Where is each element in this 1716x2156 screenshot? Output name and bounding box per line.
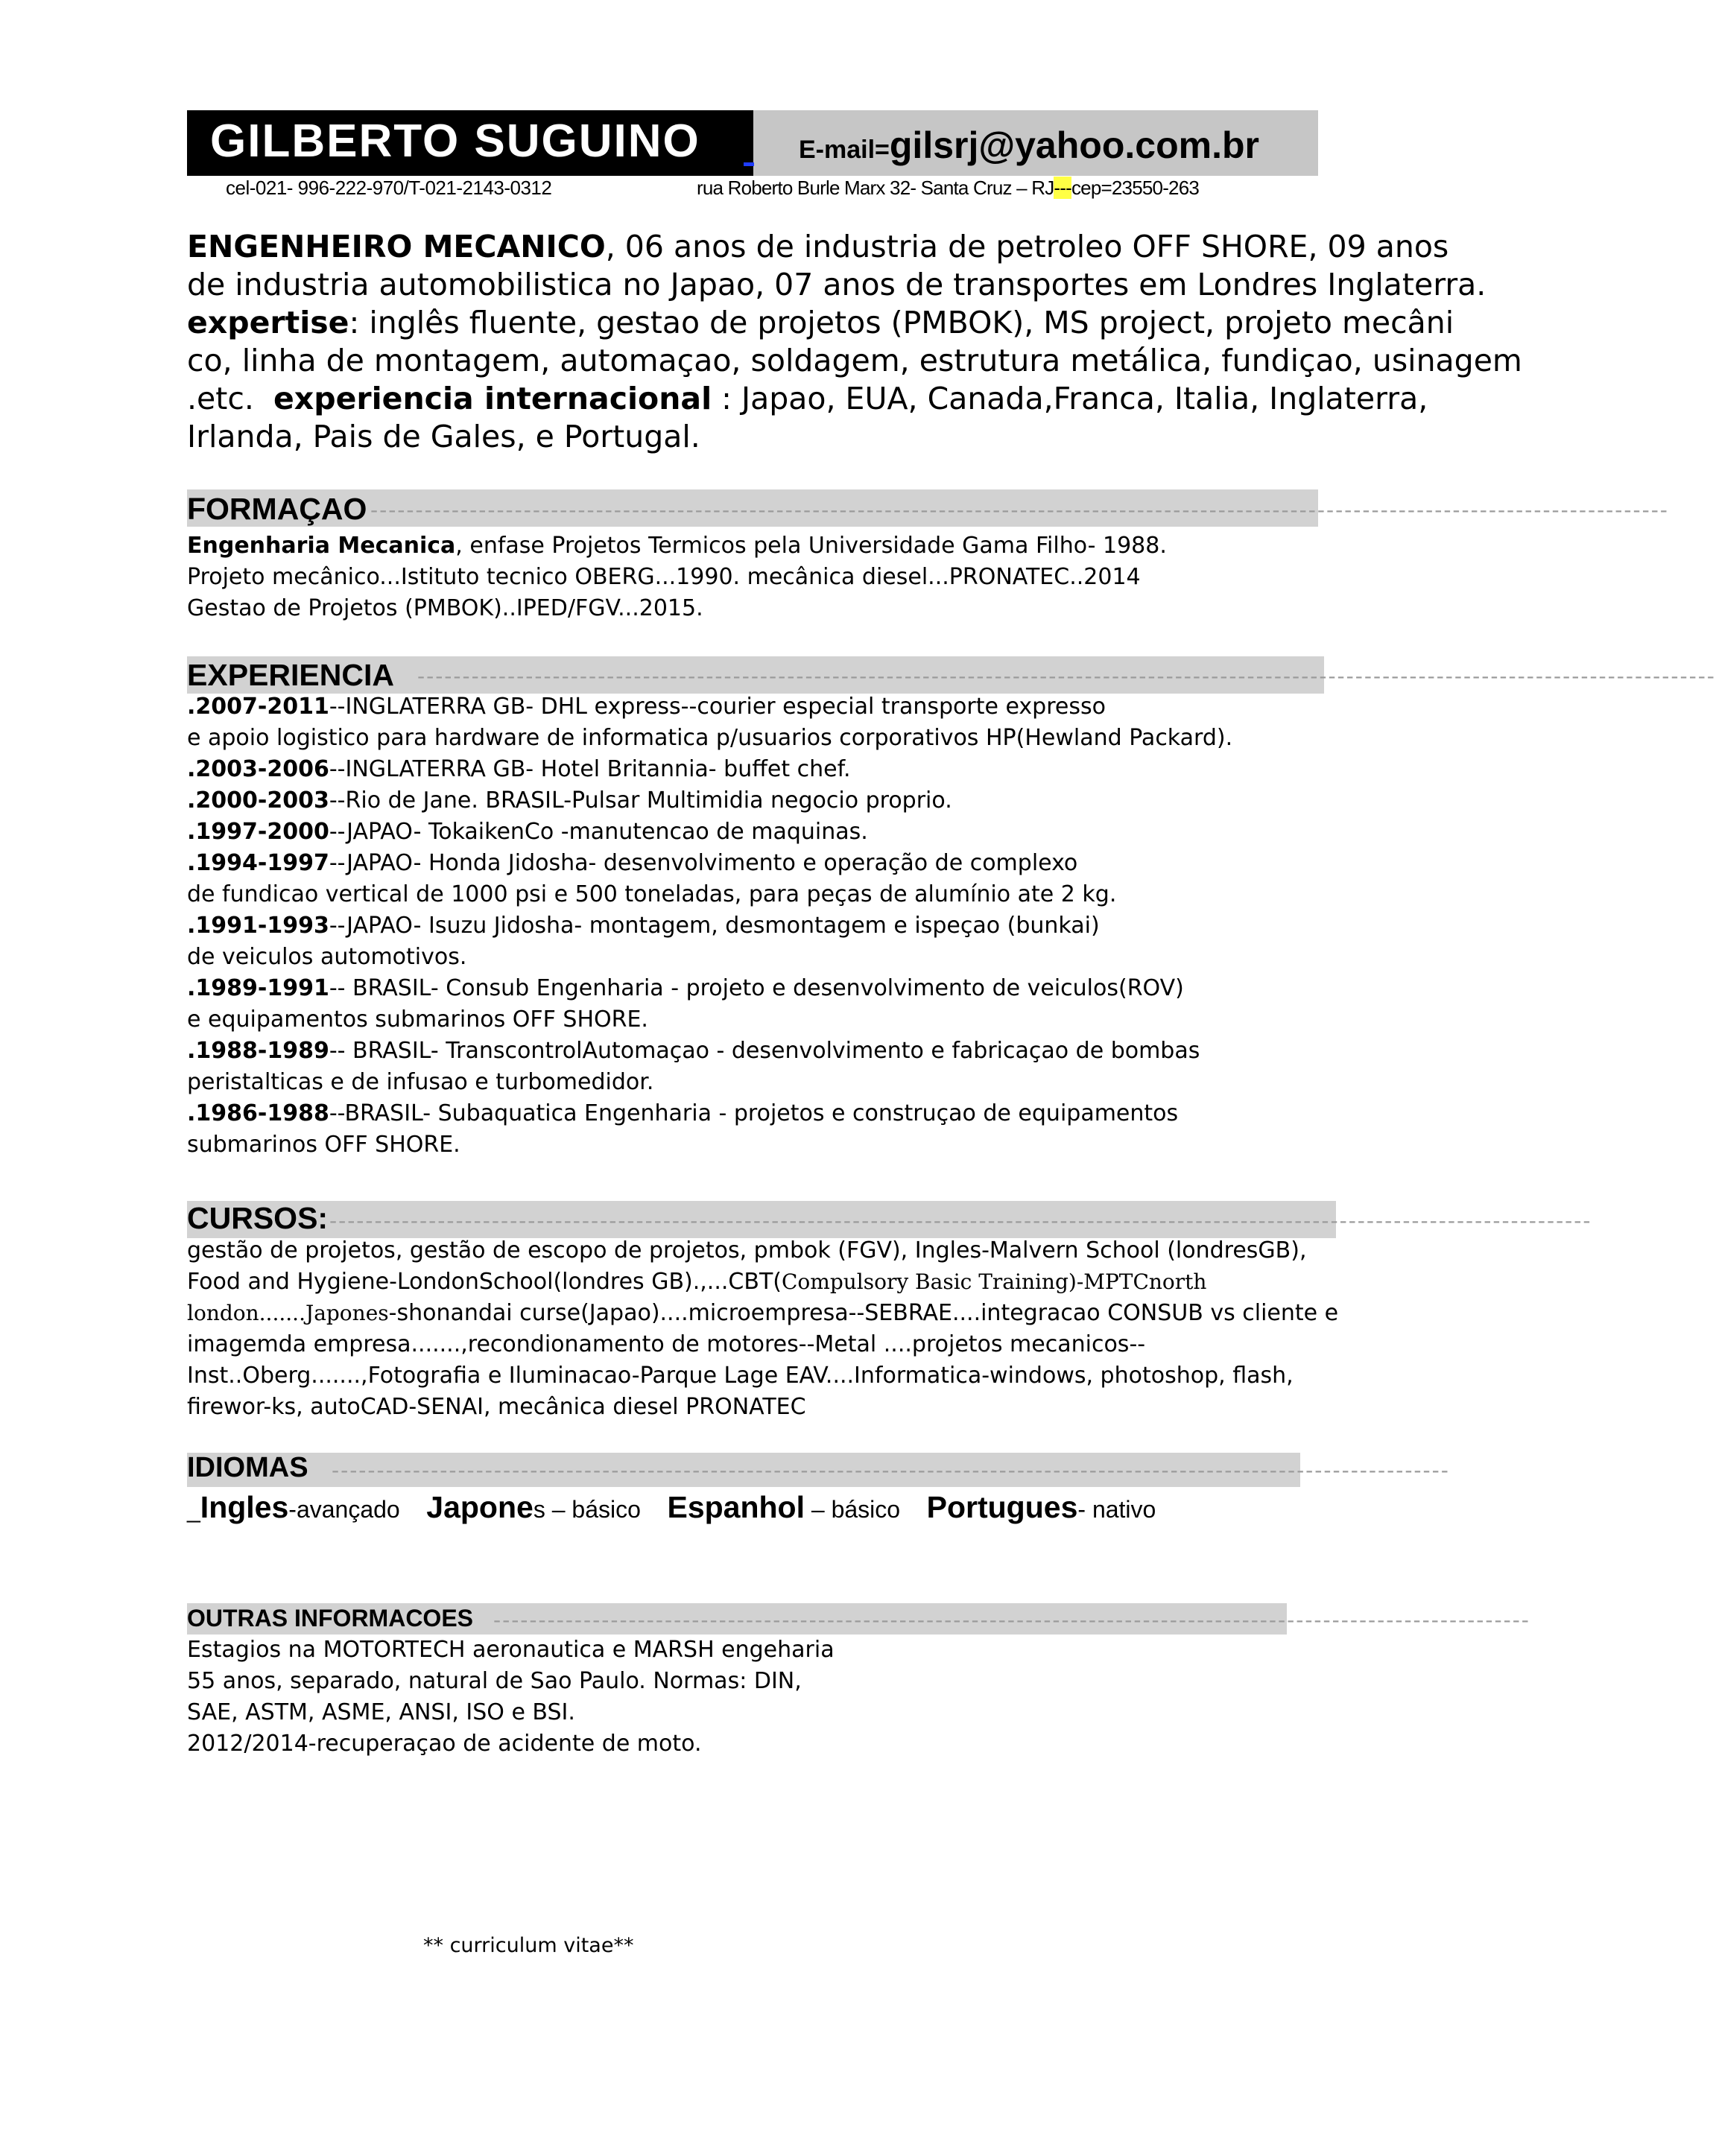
- outras-dashes: -------------------------------------------------------------------------------------------------------------------: [493, 1608, 1530, 1632]
- degree-title: Engenharia Mecanica: [187, 533, 456, 559]
- professional-summary: [187, 228, 1522, 456]
- experience-prefix: .: [187, 787, 196, 814]
- languages-lead: _: [187, 1496, 200, 1523]
- experience-continuation: de veiculos automotivos.: [187, 944, 467, 970]
- email-label: E-mail=: [799, 136, 890, 164]
- address-highlight: ---: [1054, 177, 1071, 199]
- outras-line: SAE, ASTM, ASME, ANSI, ISO e BSI.: [187, 1699, 575, 1725]
- language-level: - nativo: [1077, 1496, 1156, 1523]
- formacao-title: FORMAÇAO: [187, 492, 367, 526]
- experience-period: 1994-1997: [195, 850, 329, 876]
- outras-title: OUTRAS INFORMACOES: [187, 1605, 473, 1632]
- address-line: [697, 177, 1199, 200]
- experiencia-title: EXPERIENCIA: [187, 658, 394, 692]
- outras-body: [187, 1635, 835, 1760]
- experience-period: 1988-1989: [195, 1038, 329, 1064]
- cursos-line: imagemda empresa.......,recondionamento de motores--Metal ....projetos mecanicos--: [187, 1331, 1146, 1357]
- experience-description: --INGLATERRA GB- Hotel Britannia- buffet chef.: [329, 756, 851, 782]
- experience-entry: [187, 1098, 1232, 1129]
- cursos-line: london.......Japones: [187, 1301, 389, 1325]
- experience-entry: [187, 848, 1232, 879]
- formacao-line: , enfase Projetos Termicos pela Universidade Gama Filho- 1988.: [455, 533, 1167, 559]
- experience-list: [187, 691, 1232, 1161]
- idiomas-title: IDIOMAS: [187, 1452, 308, 1483]
- email-address[interactable]: gilsrj@yahoo.com.br: [889, 124, 1259, 166]
- experience-entry: [187, 1036, 1232, 1067]
- language-level: -avançado: [288, 1496, 400, 1523]
- experience-prefix: .: [187, 913, 196, 939]
- cursos-line: -shonandai curse(Japao)....microempresa--SEBRAE....integracao CONSUB vs cliente e: [388, 1300, 1339, 1326]
- experience-entry: [187, 691, 1232, 723]
- experience-description: --JAPAO- Honda Jidosha- desenvolvimento e operação de complexo: [329, 850, 1078, 876]
- experience-prefix: .: [187, 1038, 196, 1064]
- cursos-title: CURSOS:: [187, 1201, 329, 1235]
- cursos-line: firewor-ks, autoCAD-SENAI, mecânica diesel PRONATEC: [187, 1394, 806, 1420]
- experience-period: 2000-2003: [195, 787, 329, 814]
- experience-description: -- BRASIL- Consub Engenharia - projeto e desenvolvimento de veiculos(ROV): [329, 975, 1184, 1001]
- summary-line: , 06 anos de industria de petroleo OFF SHORE, 09 anos: [605, 229, 1449, 264]
- cursos-dashes: --------------------------------------------------------------------------------------------------------------------------------------------: [329, 1208, 1592, 1233]
- cursos-line: gestão de projetos, gestão de escopo de projetos, pmbok (FGV), Ingles-Malvern School (londresGB),: [187, 1237, 1307, 1264]
- formacao-dashes: ------------------------------------------------------------------------------------------------------------------------------------------------: [370, 498, 1669, 522]
- language-portuguese: Portugues: [926, 1490, 1078, 1524]
- experience-description: --INGLATERRA GB- DHL express--courier especial transporte expresso: [329, 694, 1106, 720]
- name-underline-mark: [744, 162, 754, 166]
- international-label: experiencia internacional: [273, 381, 712, 416]
- experience-continuation: submarinos OFF SHORE.: [187, 1132, 460, 1158]
- cursos-line: Compulsory Basic Training)-MPTCnorth: [781, 1269, 1207, 1294]
- cep-text: cep=23550-263: [1071, 177, 1200, 199]
- expertise-label: expertise: [187, 305, 349, 340]
- outras-line: 2012/2014-recuperaçao de acidente de moto.: [187, 1731, 702, 1757]
- experience-prefix: .: [187, 694, 196, 720]
- idiomas-dashes: ----------------------------------------------------------------------------------------------------------------------------: [332, 1458, 1450, 1483]
- language-level: s – básico: [533, 1496, 641, 1523]
- footer-note: ** curriculum vitae**: [423, 1934, 634, 1957]
- experience-entry: [187, 817, 1232, 848]
- experience-continuation: e apoio logistico para hardware de informatica p/usuarios corporativos HP(Hewland Packard).: [187, 725, 1233, 751]
- experience-period: 1997-2000: [195, 819, 329, 845]
- experience-period: 2003-2006: [195, 756, 329, 782]
- experience-entry: [187, 910, 1232, 942]
- experiencia-dashes: ------------------------------------------------------------------------------------------------------------------------------------------------: [417, 664, 1716, 688]
- candidate-name: GILBERTO SUGUINO: [210, 115, 700, 167]
- cursos-body: [187, 1235, 1338, 1423]
- experience-prefix: .: [187, 850, 196, 876]
- experience-continuation: peristalticas e de infusao e turbomedidor.: [187, 1069, 654, 1095]
- language-spanish: Espanhol: [667, 1490, 805, 1524]
- experience-description: --JAPAO- Isuzu Jidosha- montagem, desmontagem e ispeçao (bunkai): [329, 913, 1100, 939]
- language-japanese: Japone: [426, 1490, 534, 1524]
- address-text: rua Roberto Burle Marx 32- Santa Cruz – RJ: [697, 177, 1054, 199]
- experience-continuation: de fundicao vertical de 1000 psi e 500 toneladas, para peças de alumínio ate 2 kg.: [187, 881, 1117, 907]
- experience-entry: [187, 754, 1232, 785]
- experience-continuation: e equipamentos submarinos OFF SHORE.: [187, 1006, 648, 1033]
- experience-period: 2007-2011: [195, 694, 329, 720]
- experience-description: --BRASIL- Subaquatica Engenharia - projetos e construçao de equipamentos: [329, 1100, 1179, 1126]
- formacao-line: Projeto mecânico...Istituto tecnico OBERG...1990. mecânica diesel...PRONATEC..2014: [187, 564, 1141, 590]
- email-line: [799, 124, 1259, 167]
- experience-description: -- BRASIL- TranscontrolAutomaçao - desenvolvimento e fabricaçao de bombas: [329, 1038, 1200, 1064]
- outras-line: 55 anos, separado, natural de Sao Paulo. Normas: DIN,: [187, 1668, 802, 1694]
- language-english: Ingles: [200, 1490, 289, 1524]
- experience-period: 1986-1988: [195, 1100, 329, 1126]
- experience-entry: [187, 973, 1232, 1004]
- experience-period: 1989-1991: [195, 975, 329, 1001]
- formacao-body: [187, 530, 1167, 624]
- cursos-line: Inst..Oberg.......,Fotografia e Iluminacao-Parque Lage EAV....Informatica-windows, photoshop, flash,: [187, 1363, 1294, 1389]
- experience-prefix: .: [187, 975, 196, 1001]
- summary-line: Irlanda, Pais de Gales, e Portugal.: [187, 419, 700, 454]
- experience-period: 1991-1993: [195, 913, 329, 939]
- experience-prefix: .: [187, 1100, 196, 1126]
- summary-line: co, linha de montagem, automaçao, soldagem, estrutura metálica, fundiçao, usinagem: [187, 343, 1522, 378]
- experience-prefix: .: [187, 819, 196, 845]
- cursos-line: Food and Hygiene-LondonSchool(londres GB).,...CBT(: [187, 1269, 782, 1295]
- experience-entry: [187, 785, 1232, 817]
- summary-line: de industria automobilistica no Japao, 07 anos de transportes em Londres Inglaterra.: [187, 267, 1487, 302]
- language-level: – básico: [805, 1496, 901, 1523]
- phone-numbers: cel-021- 996-222-970/T-021-2143-0312: [226, 177, 552, 199]
- summary-line: .etc.: [187, 381, 254, 416]
- experience-description: --JAPAO- TokaikenCo -manutencao de maquinas.: [329, 819, 868, 845]
- languages-line: [187, 1490, 1156, 1525]
- outras-line: Estagios na MOTORTECH aeronautica e MARSH engeharia: [187, 1637, 835, 1663]
- experience-description: --Rio de Jane. BRASIL-Pulsar Multimidia negocio proprio.: [329, 787, 952, 814]
- summary-line: : inglês fluente, gestao de projetos (PMBOK), MS project, projeto mecâni: [349, 305, 1454, 340]
- summary-line: : Japao, EUA, Canada,Franca, Italia, Inglaterra,: [712, 381, 1428, 416]
- experience-prefix: .: [187, 756, 196, 782]
- summary-title: ENGENHEIRO MECANICO: [187, 229, 606, 264]
- formacao-line: Gestao de Projetos (PMBOK)..IPED/FGV...2015.: [187, 595, 703, 621]
